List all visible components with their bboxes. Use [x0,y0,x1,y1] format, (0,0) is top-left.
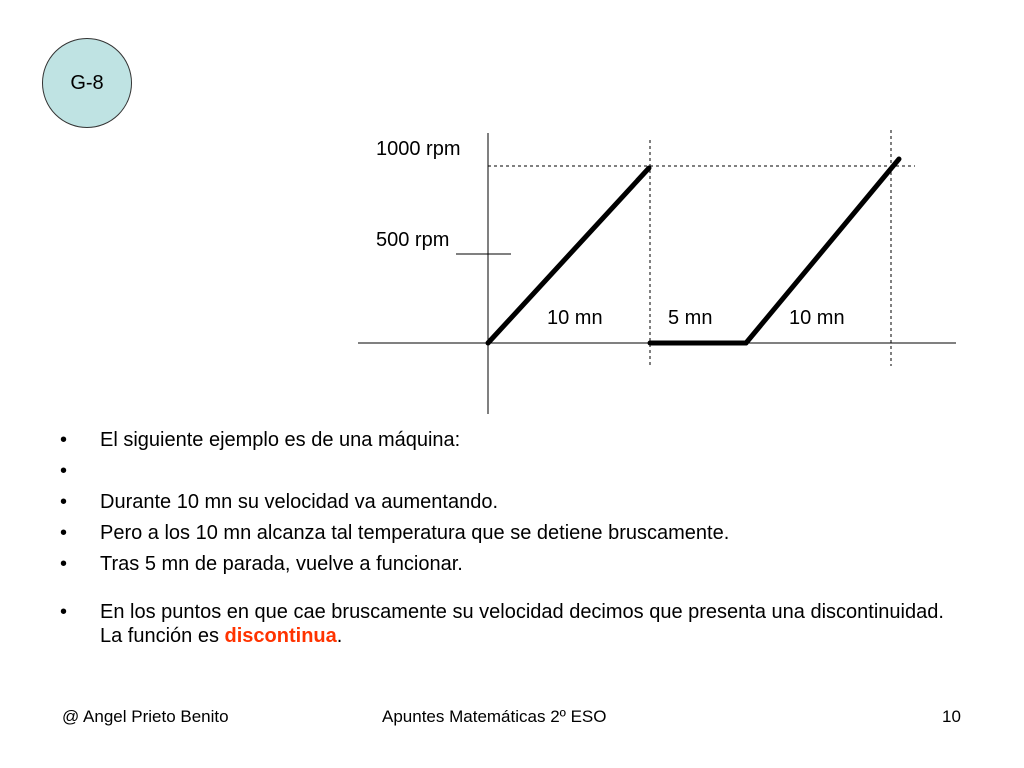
bullet-text: Durante 10 mn su velocidad va aumentando. [100,491,499,513]
label-segment-1: 10 mn [547,307,603,329]
bullet-item [60,428,960,452]
bullet-end: . [336,625,343,647]
bullet-item [60,521,960,545]
bullet-text: Tras 5 mn de parada, vuelve a funcionar. [100,553,463,575]
footer-page-number: 10 [942,707,961,726]
bullet-text: En los puntos en que cae bruscamente su velocidad decimos que presenta una discontinuidad. La función es [100,601,944,647]
bullet-item [60,490,960,514]
bullet-item [60,552,960,576]
bullet-item [60,459,960,483]
footer-author: @ Angel Prieto Benito [62,707,229,726]
bullet-item [60,600,960,648]
bullet-text: Pero a los 10 mn alcanza tal temperatura que se detiene bruscamente. [100,522,730,544]
badge-label: G-8 [70,71,104,94]
bullet-list [60,428,960,655]
label-500-rpm: 500 rpm [376,229,450,251]
bullet-text: El siguiente ejemplo es de una máquina: [100,429,461,451]
label-1000-rpm: 1000 rpm [376,138,461,160]
label-segment-3: 10 mn [789,307,845,329]
footer-title: Apuntes Matemáticas 2º ESO [382,707,607,726]
emphasis-word: discontinua [224,625,337,647]
label-segment-2: 5 mn [668,307,713,329]
